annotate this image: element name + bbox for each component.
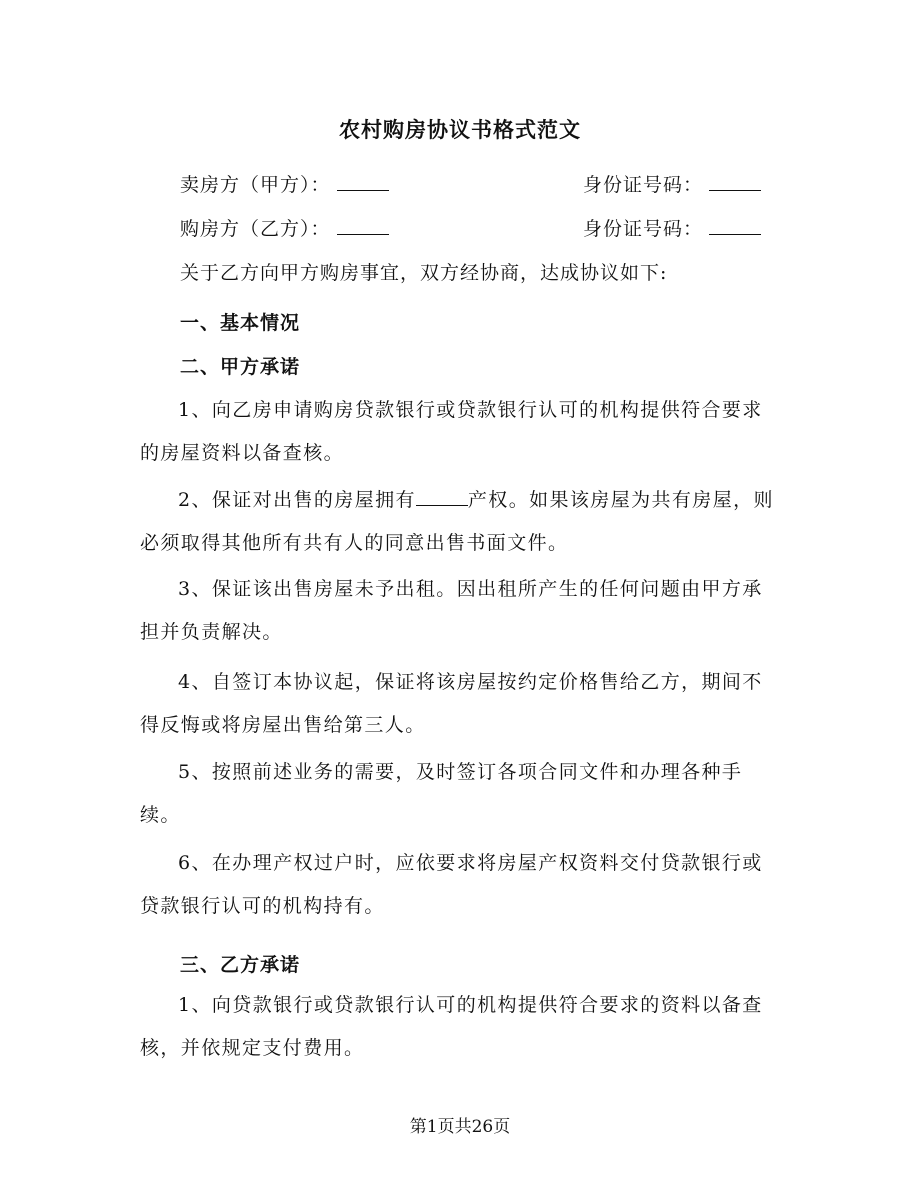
clause-a-2-part1: 2、保证对出售的房屋拥有	[178, 489, 416, 511]
clause-a-1: 1、向乙房申请购房贷款银行或贷款银行认可的机构提供符合要求的房屋资料以备查核。	[140, 399, 763, 464]
buyer-id-blank	[709, 216, 761, 235]
buyer-id-label: 身份证号码：	[583, 218, 704, 240]
seller-id-label: 身份证号码：	[583, 174, 704, 196]
clause-a-3: 3、保证该出售房屋未予出租。因出租所产生的任何问题由甲方承担并负责解决。	[140, 578, 763, 643]
buyer-field	[180, 214, 389, 241]
buyer-label: 购房方（乙方）：	[180, 218, 331, 240]
intro-paragraph: 关于乙方向甲方购房事宜，双方经协商，达成协议如下:	[180, 262, 668, 284]
buyer-id-field	[583, 214, 761, 241]
document-title: 农村购房协议书格式范文	[339, 117, 581, 142]
clause-a-4: 4、自签订本协议起，保证将该房屋按约定价格售给乙方，期间不得反悔或将房屋出售给第三人。	[140, 671, 763, 736]
clause-a-6: 6、在办理产权过户时，应依要求将房屋产权资料交付贷款银行或贷款银行认可的机构持有。	[140, 852, 763, 917]
property-right-blank	[416, 487, 468, 506]
seller-id-field	[583, 170, 761, 197]
seller-id-blank	[709, 172, 761, 191]
page-indicator: 第1页共26页	[409, 1117, 511, 1137]
section-heading-basic: 一、基本情况	[180, 312, 301, 334]
clause-a-2-part2: 产权。如果该房屋为共有房屋，则必须取得其他所有共有人的同意出售书面文件。	[140, 489, 774, 554]
clause-b-1: 1、向贷款银行或贷款银行认可的机构提供符合要求的资料以备查核，并依规定支付费用。	[140, 994, 763, 1059]
section-heading-party-a: 二、甲方承诺	[180, 356, 301, 378]
seller-field	[180, 170, 389, 197]
section-heading-party-b: 三、乙方承诺	[180, 954, 301, 976]
clause-a-5: 5、按照前述业务的需要，及时签订各项合同文件和办理各种手续。	[140, 761, 743, 826]
seller-label: 卖房方（甲方）：	[180, 174, 331, 196]
buyer-blank	[337, 216, 389, 235]
clause-a-2	[140, 479, 780, 565]
seller-blank	[337, 172, 389, 191]
